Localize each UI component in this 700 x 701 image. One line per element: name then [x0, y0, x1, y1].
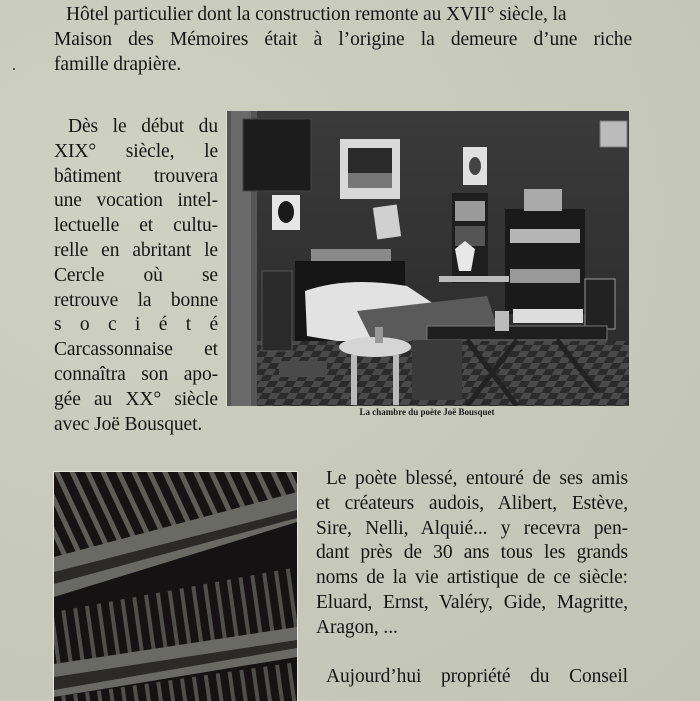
text-line: s o c i é t é — [54, 314, 218, 336]
left-column-paragraph — [54, 115, 218, 437]
text-line: Cercle où se — [54, 264, 218, 286]
text-line: dant près de 30 ans tous les grands — [316, 542, 628, 564]
intro-line: Hôtel particulier dont la construction remonte au XVII° siècle, la — [66, 4, 567, 25]
text-line: retrouve la bonne — [54, 289, 218, 311]
speck — [13, 68, 15, 70]
ceiling-photo — [53, 471, 298, 701]
text-line: connaîtra son apo- — [54, 363, 218, 385]
bedroom-photo — [226, 111, 629, 406]
bedroom-photo-image — [227, 111, 629, 406]
right-column-paragraph — [316, 467, 628, 690]
intro-line: famille drapière. — [54, 53, 182, 75]
text-line: lectuelle et cultu- — [54, 215, 218, 237]
text-line: noms de la vie artistique de ce siècle: — [316, 567, 628, 589]
text-line: Eluard, Ernst, Valéry, Gide, Magritte, — [316, 591, 628, 613]
text-line: une vocation intel- — [54, 190, 218, 212]
text-line: Le poète blessé, entouré de ses amis — [326, 468, 628, 489]
text-line: Dès le début du — [68, 116, 218, 137]
bedroom-photo-caption: La chambre du poète Joë Bousquet — [359, 407, 495, 417]
text-line: relle en abritant le — [54, 239, 218, 261]
text-line: Aragon, ... — [316, 616, 398, 638]
intro-paragraph — [54, 3, 632, 77]
spacer — [316, 641, 628, 666]
text-line: Aujourd’hui propriété du Conseil — [326, 666, 628, 688]
text-line: bâtiment trouvera — [54, 165, 218, 187]
text-line: gée au XX° siècle — [54, 388, 218, 410]
text-line: XIX° siècle, le — [54, 140, 218, 162]
text-line: et créateurs audois, Alibert, Estève, — [316, 492, 628, 514]
intro-line: Maison des Mémoires était à l’origine la demeure d’une riche — [54, 28, 632, 50]
text-line: Sire, Nelli, Alquié... y recevra pen- — [316, 517, 628, 539]
ceiling-photo-image — [54, 472, 297, 701]
text-line: Carcassonnaise et — [54, 339, 218, 361]
text-line: avec Joë Bousquet. — [54, 413, 203, 435]
